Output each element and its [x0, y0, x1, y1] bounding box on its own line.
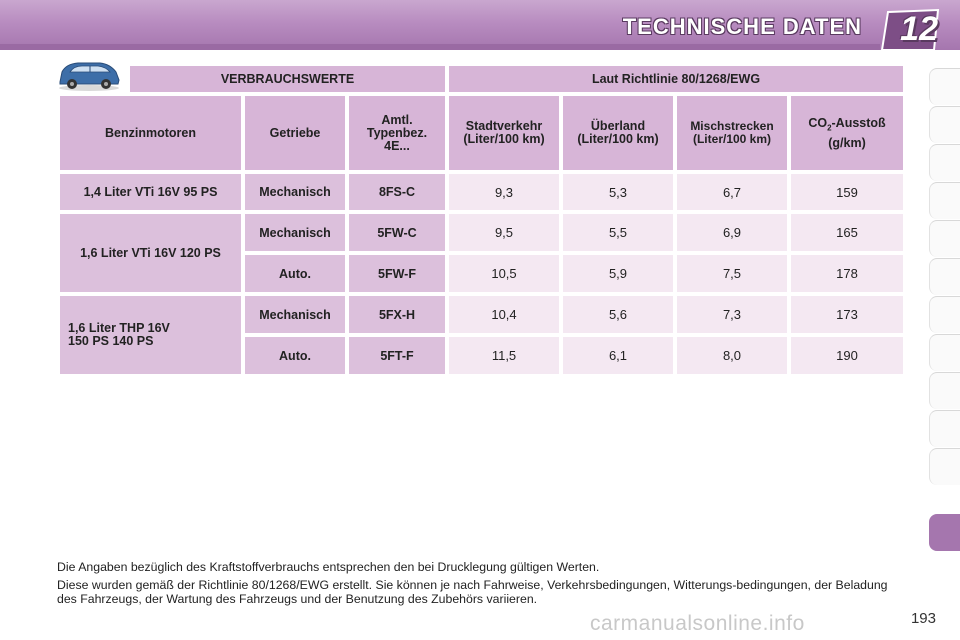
city-cell: 9,3	[449, 174, 559, 210]
type-cell: 5FT-F	[349, 337, 445, 374]
col-header-city: Stadtverkehr (Liter/100 km)	[449, 96, 559, 170]
mixed-cell: 8,0	[677, 337, 787, 374]
chapter-tab[interactable]	[929, 334, 960, 371]
chapter-tab[interactable]	[929, 144, 960, 181]
chapter-tab-active[interactable]	[929, 514, 960, 551]
highway-cell: 5,9	[563, 255, 673, 292]
city-cell: 10,4	[449, 296, 559, 333]
mixed-cell: 7,3	[677, 296, 787, 333]
co2-label: CO	[808, 116, 828, 131]
header-bar-shade	[0, 44, 880, 50]
gearbox-cell: Mechanisch	[245, 174, 345, 210]
car-icon	[56, 58, 122, 92]
engine-name: 1,6 Liter THP 16V 150 PS 140 PS	[60, 296, 241, 374]
chapter-tab[interactable]	[929, 182, 960, 219]
gearbox-cell: Auto.	[245, 337, 345, 374]
co2-unit: (g/km)	[828, 135, 866, 150]
city-cell: 11,5	[449, 337, 559, 374]
highway-cell: 6,1	[563, 337, 673, 374]
col-header-mixed: Mischstrecken (Liter/100 km)	[677, 96, 787, 170]
city-cell: 9,5	[449, 214, 559, 251]
col-header-co2	[791, 96, 903, 170]
engine-name: 1,4 Liter VTi 16V 95 PS	[60, 174, 241, 210]
chapter-tab[interactable]	[929, 220, 960, 257]
chapter-tab[interactable]	[929, 106, 960, 143]
chapter-tab[interactable]	[929, 372, 960, 409]
chapter-tab[interactable]	[929, 296, 960, 333]
engine-name: 1,6 Liter VTi 16V 120 PS	[60, 214, 241, 292]
chapter-tab[interactable]	[929, 258, 960, 295]
highway-cell: 5,3	[563, 174, 673, 210]
col-header-gearbox: Getriebe	[245, 96, 345, 170]
group-header-consumption: VERBRAUCHSWERTE	[130, 66, 445, 92]
co2-cell: 178	[791, 255, 903, 292]
type-cell: 8FS-C	[349, 174, 445, 210]
footnotes	[57, 560, 907, 610]
page-title: TECHNISCHE DATEN	[622, 14, 862, 39]
group-header-directive: Laut Richtlinie 80/1268/EWG	[449, 66, 903, 92]
mixed-cell: 7,5	[677, 255, 787, 292]
co2-cell: 165	[791, 214, 903, 251]
highway-cell: 5,6	[563, 296, 673, 333]
type-cell: 5FW-F	[349, 255, 445, 292]
consumption-table	[56, 62, 907, 378]
co2-suffix: -Ausstoß	[831, 116, 886, 131]
chapter-tab[interactable]	[929, 448, 960, 485]
mixed-cell: 6,7	[677, 174, 787, 210]
gearbox-cell: Mechanisch	[245, 214, 345, 251]
col-header-type: Amtl. Typenbez. 4E...	[349, 96, 445, 170]
type-cell: 5FW-C	[349, 214, 445, 251]
type-cell: 5FX-H	[349, 296, 445, 333]
col-header-engine: Benzinmotoren	[60, 96, 241, 170]
chapter-number: 12	[900, 10, 938, 48]
city-cell: 10,5	[449, 255, 559, 292]
mixed-cell: 6,9	[677, 214, 787, 251]
chapter-tabs	[926, 68, 960, 588]
chapter-tab[interactable]	[929, 68, 960, 105]
col-header-highway: Überland (Liter/100 km)	[563, 96, 673, 170]
watermark: carmanualsonline.info	[590, 612, 805, 635]
co2-subscript: 2	[827, 123, 832, 133]
highway-cell: 5,5	[563, 214, 673, 251]
gearbox-cell: Auto.	[245, 255, 345, 292]
co2-cell: 173	[791, 296, 903, 333]
footnote-line: Die Angaben bezüglich des Kraftstoffverbrauchs entsprechen den bei Drucklegung gültigen Werten.	[57, 560, 600, 574]
co2-cell: 159	[791, 174, 903, 210]
co2-cell: 190	[791, 337, 903, 374]
page-number: 193	[910, 610, 936, 627]
footnote-line: Diese wurden gemäß der Richtlinie 80/1268/EWG erstellt. Sie können je nach Fahrweise, Verkehrsbedingungen, Witterungs-bedingungen, der Beladung des Fahrzeugs, der Wartung des Fahrzeugs und der Benutzung des Zubehörs variieren.	[57, 578, 888, 606]
chapter-tab[interactable]	[929, 410, 960, 447]
gearbox-cell: Mechanisch	[245, 296, 345, 333]
